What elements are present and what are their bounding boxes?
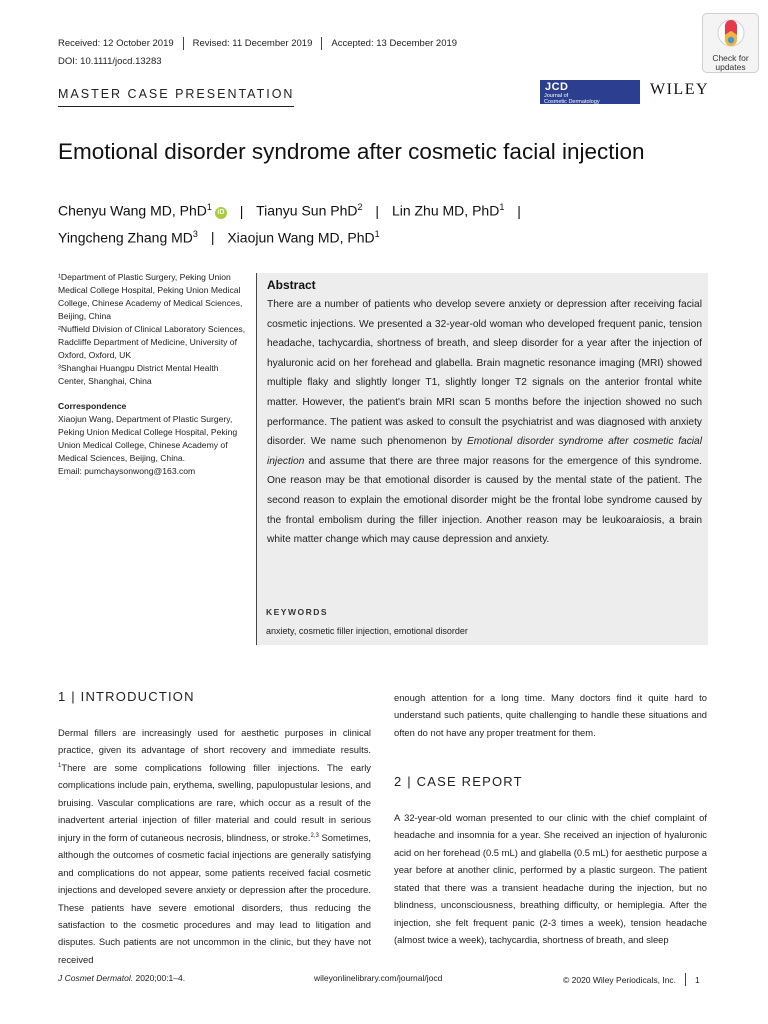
introduction-paragraph: Dermal fillers are increasingly used for aesthetic purposes in clinical practice, given its advantage of short recovery and immediate results. $^1$There are some complications following filler injections. The early complications include pain, erythema, swelling, papulopustular lesions, and bruising. Vascular complications are rare, which occur as a result of the inadvertent arterial injection of filler material and could result in serious injury in the form of cutaneous necrosis, blindness, or stroke.$^{2,3}$ Sometimes, although the outcomes of cosmetic facial injections are generally satisfying and complications do not appear, some patients received facial cosmetic injections and developed severe anxiety or depression after the procedure. These patients have severe emotional disorders, thus reducing the satisfaction to the cosmetic procedures and may lead to litigation and disputes. Such patients are not uncommon in the clinic, but they have not received: [58, 727, 371, 965]
section-underline: [58, 106, 294, 107]
divider: [685, 973, 686, 986]
abstract-text: There are a number of patients who develop severe anxiety or depression after receiving facial cosmetic injections. We presented a 32-year-old woman who developed frequent panic, tension headache, tachycardia, shortness of breath, and sleep disorder for a year after the injection of hyaluronic acid on her forehead and glabella. Brain magnetic resonance imaging (MRI) showed multiple flaky and slightly longer T1, slightly longer T2 signals on the anterior frontal white matter. However, the patient's brain MRI scan 5 months before the injection showed no such performance. The patient was asked to consult the psychiatrist and was diagnosed with anxiety disorder. We name such phenomenon by Emotional disorder syndrome after cosmetic facial injection and assume that there are three major reasons for the emergence of this syndrome. One reason may be that emotional disorder is caused by the mental state of the patient. The second reason to explain the emotional disorder might be the frontal lobe syndrome caused by the frontal embolism during the filler injection. Another reason may be leukoaraiosis, a brain white matter change which may cause depression and anxiety.: [267, 299, 702, 546]
article-dates: [58, 37, 457, 50]
author-list: Chenyu Wang MD, PhD$^1$iD | Tianyu Sun PhD$^2$ | Lin Zhu MD, PhD$^1$ | Yingcheng Zhang $MD^3$ | Xiaojun Wang MD, PhD$^1$: [58, 202, 521, 246]
case-report-heading: 2 | CASE REPORT: [394, 774, 523, 789]
footer-copyright: © 2020 Wiley Periodicals, Inc. 1: [563, 975, 700, 985]
divider: [183, 37, 184, 50]
abstract-box: [256, 273, 708, 645]
publisher-logo: WILEY: [650, 81, 710, 98]
introduction-heading: 1 | INTRODUCTION: [58, 689, 195, 704]
affiliations: [58, 271, 248, 478]
author-name[interactable]: Yingcheng Zhang MD: [58, 229, 193, 246]
introduction-paragraph-continued: enough attention for a long time. Many doctors find it quite hard to understand such patients, quite challenging to handle these situations and often do not have any proper treatment for them.: [394, 692, 707, 738]
citation-ref[interactable]: 2,3: [310, 832, 319, 839]
correspondence-email[interactable]: Email: pumchaysonwong@163.com: [58, 466, 196, 476]
author-name[interactable]: Xiaojun Wang MD, PhD: [227, 229, 375, 246]
affiliation: ¹Department of Plastic Surgery, Peking Union Medical College Hospital, Peking Union Medical College, Chinese Academy of Medical Sciences, Beijing, China: [58, 272, 243, 321]
article-title: Emotional disorder syndrome after cosmetic facial injection: [58, 139, 645, 164]
doi-link[interactable]: DOI: 10.1111/jocd.13283: [58, 56, 162, 67]
correspondence-heading: Correspondence: [58, 401, 127, 411]
divider: [321, 37, 322, 50]
footer-url[interactable]: wileyonlinelibrary.com/journal/jocd: [314, 973, 443, 983]
abstract-heading: Abstract: [267, 278, 316, 292]
section-label: [58, 87, 294, 101]
keywords-heading: KEYWORDS: [266, 607, 329, 617]
journal-logo: JCD Journal of Cosmetic Dermatology: [540, 80, 640, 104]
case-report-paragraph: A 32-year-old woman presented to our clinic with the chief complaint of headache and insomnia for a year. She received an injection of hyaluronic acid on her forehead (0.5 mL) and glabella (0.5 mL) for aesthetic purpose a year before at another clinic, performed by a plastic surgeon. The patient stated that there was a transient headache during the injection, but no blindness, unconsciousness, breathing difficulty, or hemiplegia. After the injection, she felt frequent panic (2-3 times a week), tension headache (almost twice a week), tachycardia, shortness of breath, and sleep: [394, 812, 707, 946]
author-name[interactable]: Lin Zhu MD, PhD: [391, 202, 500, 219]
revised-date: Revised: 11 December 2019: [192, 38, 313, 49]
check-for-updates-badge[interactable]: [702, 13, 759, 73]
keywords: anxiety, cosmetic filler injection, emotional disorder: [266, 626, 468, 636]
author-name[interactable]: Tianyu Sun PhD: [256, 202, 358, 219]
orcid-icon[interactable]: iD: [215, 207, 227, 219]
received-date: Received: 12 October 2019: [58, 38, 174, 49]
section-label-text: MASTER CASE PRESENTATION: [58, 87, 295, 101]
footer-citation: J Cosmet Dermatol. 2020;00:1–4.: [58, 973, 186, 983]
check-for-updates-label: Check for updates: [712, 53, 749, 72]
correspondence-address: Xiaojun Wang, Department of Plastic Surgery, Peking Union Medical College Hospital, Peking Union Medical College, Chinese Academy of Medical Sciences, Beijing, China.: [58, 414, 238, 463]
journal-logo-name: Journal of Cosmetic Dermatology: [544, 93, 600, 105]
accepted-date: Accepted: 13 December 2019: [331, 38, 458, 49]
affiliation: ³Shanghai Huangpu District Mental Health Center, Shanghai, China: [58, 363, 219, 386]
crossmark-icon: [716, 18, 746, 48]
page-number: 1: [695, 975, 700, 985]
citation-ref[interactable]: 1: [58, 762, 62, 769]
affiliation: ²Nuffield Division of Clinical Laboratory Sciences, Radcliffe Department of Medicine, University of Oxford, Oxford, UK: [58, 324, 246, 360]
author-name[interactable]: Chenyu Wang MD, PhD: [58, 202, 207, 219]
